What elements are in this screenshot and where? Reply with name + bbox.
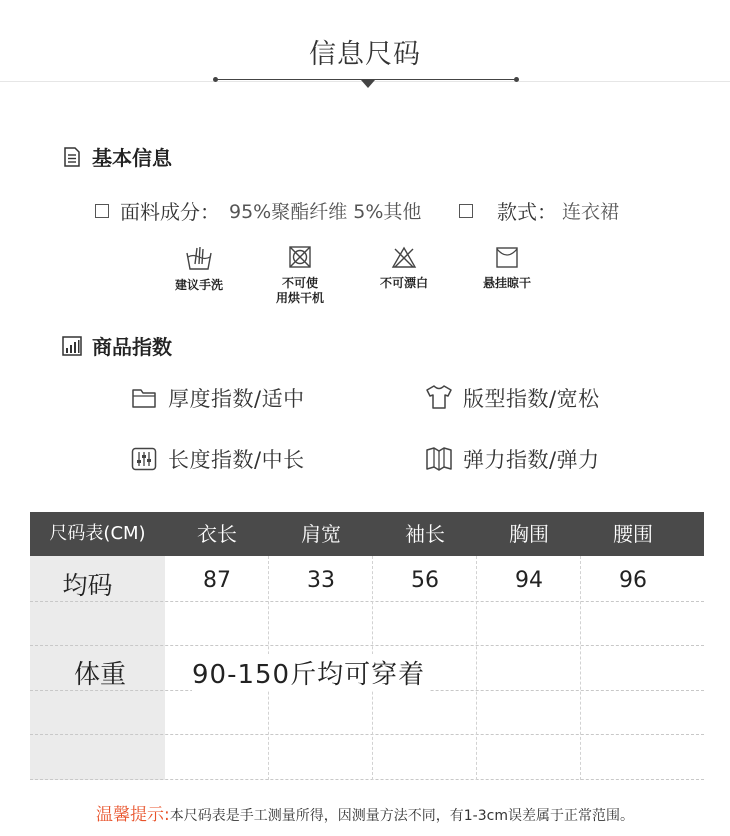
table-header-shoulder: 肩宽 — [301, 522, 341, 546]
product-index-heading: 商品指数 — [92, 335, 172, 359]
folder-icon — [131, 386, 157, 410]
note-label: 温馨提示: — [96, 805, 170, 825]
fit-index: 版型指数/宽松 — [463, 387, 600, 411]
length-index: 长度指数/中长 — [168, 448, 305, 472]
no-bleach-icon — [390, 244, 418, 270]
underline-dot-left — [213, 77, 218, 82]
table-header-length: 衣长 — [197, 522, 237, 546]
document-icon — [62, 147, 82, 167]
note-text: 本尺码表是手工测量所得，因测量方法不同，有1-3cm误差属于正常范围。 — [169, 808, 634, 824]
row-label-onesize: 均码 — [62, 571, 113, 600]
bar-chart-icon — [62, 336, 82, 356]
thickness-index: 厚度指数/适中 — [168, 387, 305, 411]
length-icon — [131, 447, 157, 471]
checkbox-icon — [95, 204, 109, 218]
care-hand-wash: 建议手洗 — [149, 244, 249, 293]
table-header-waist: 腰围 — [613, 522, 653, 546]
cell-sleeve: 56 — [411, 568, 439, 593]
elasticity-index: 弹力指数/弹力 — [463, 448, 600, 472]
table-row-divider — [30, 645, 704, 646]
fabric-label: 面料成分： — [120, 200, 220, 224]
underline-arrow-icon — [361, 80, 375, 88]
table-header-bust: 胸围 — [509, 522, 549, 546]
elastic-icon — [425, 446, 453, 472]
table-header-sleeve: 袖长 — [405, 522, 445, 546]
care-hang-dry: 悬挂晾干 — [457, 244, 557, 291]
cell-length: 87 — [203, 568, 231, 593]
basic-info-heading: 基本信息 — [92, 146, 172, 170]
table-row-divider — [30, 779, 704, 780]
checkbox-icon — [459, 204, 473, 218]
care-no-tumble-dry: 不可使 用烘干机 — [250, 244, 350, 306]
table-header-size: 尺码表(CM) — [49, 523, 146, 544]
tshirt-icon — [425, 384, 453, 410]
fabric-value: 95%聚酯纤维 5%其他 — [229, 201, 422, 223]
care-no-bleach: 不可漂白 — [354, 244, 454, 291]
underline-dot-right — [514, 77, 519, 82]
row-label-weight: 体重 — [73, 660, 126, 690]
cell-bust: 94 — [515, 568, 543, 593]
cell-weight: 90-150斤均可穿着 — [192, 654, 429, 691]
table-row-divider — [30, 734, 704, 735]
page-title: 信息尺码 — [309, 39, 421, 70]
cell-shoulder: 33 — [307, 568, 335, 593]
hand-wash-icon — [184, 244, 214, 272]
no-tumble-dry-icon — [287, 244, 313, 270]
hang-dry-icon — [494, 244, 520, 270]
size-note — [0, 800, 730, 825]
cell-waist: 96 — [619, 568, 647, 593]
style-value: 连衣裙 — [562, 201, 620, 223]
style-label: 款式： — [497, 200, 557, 224]
